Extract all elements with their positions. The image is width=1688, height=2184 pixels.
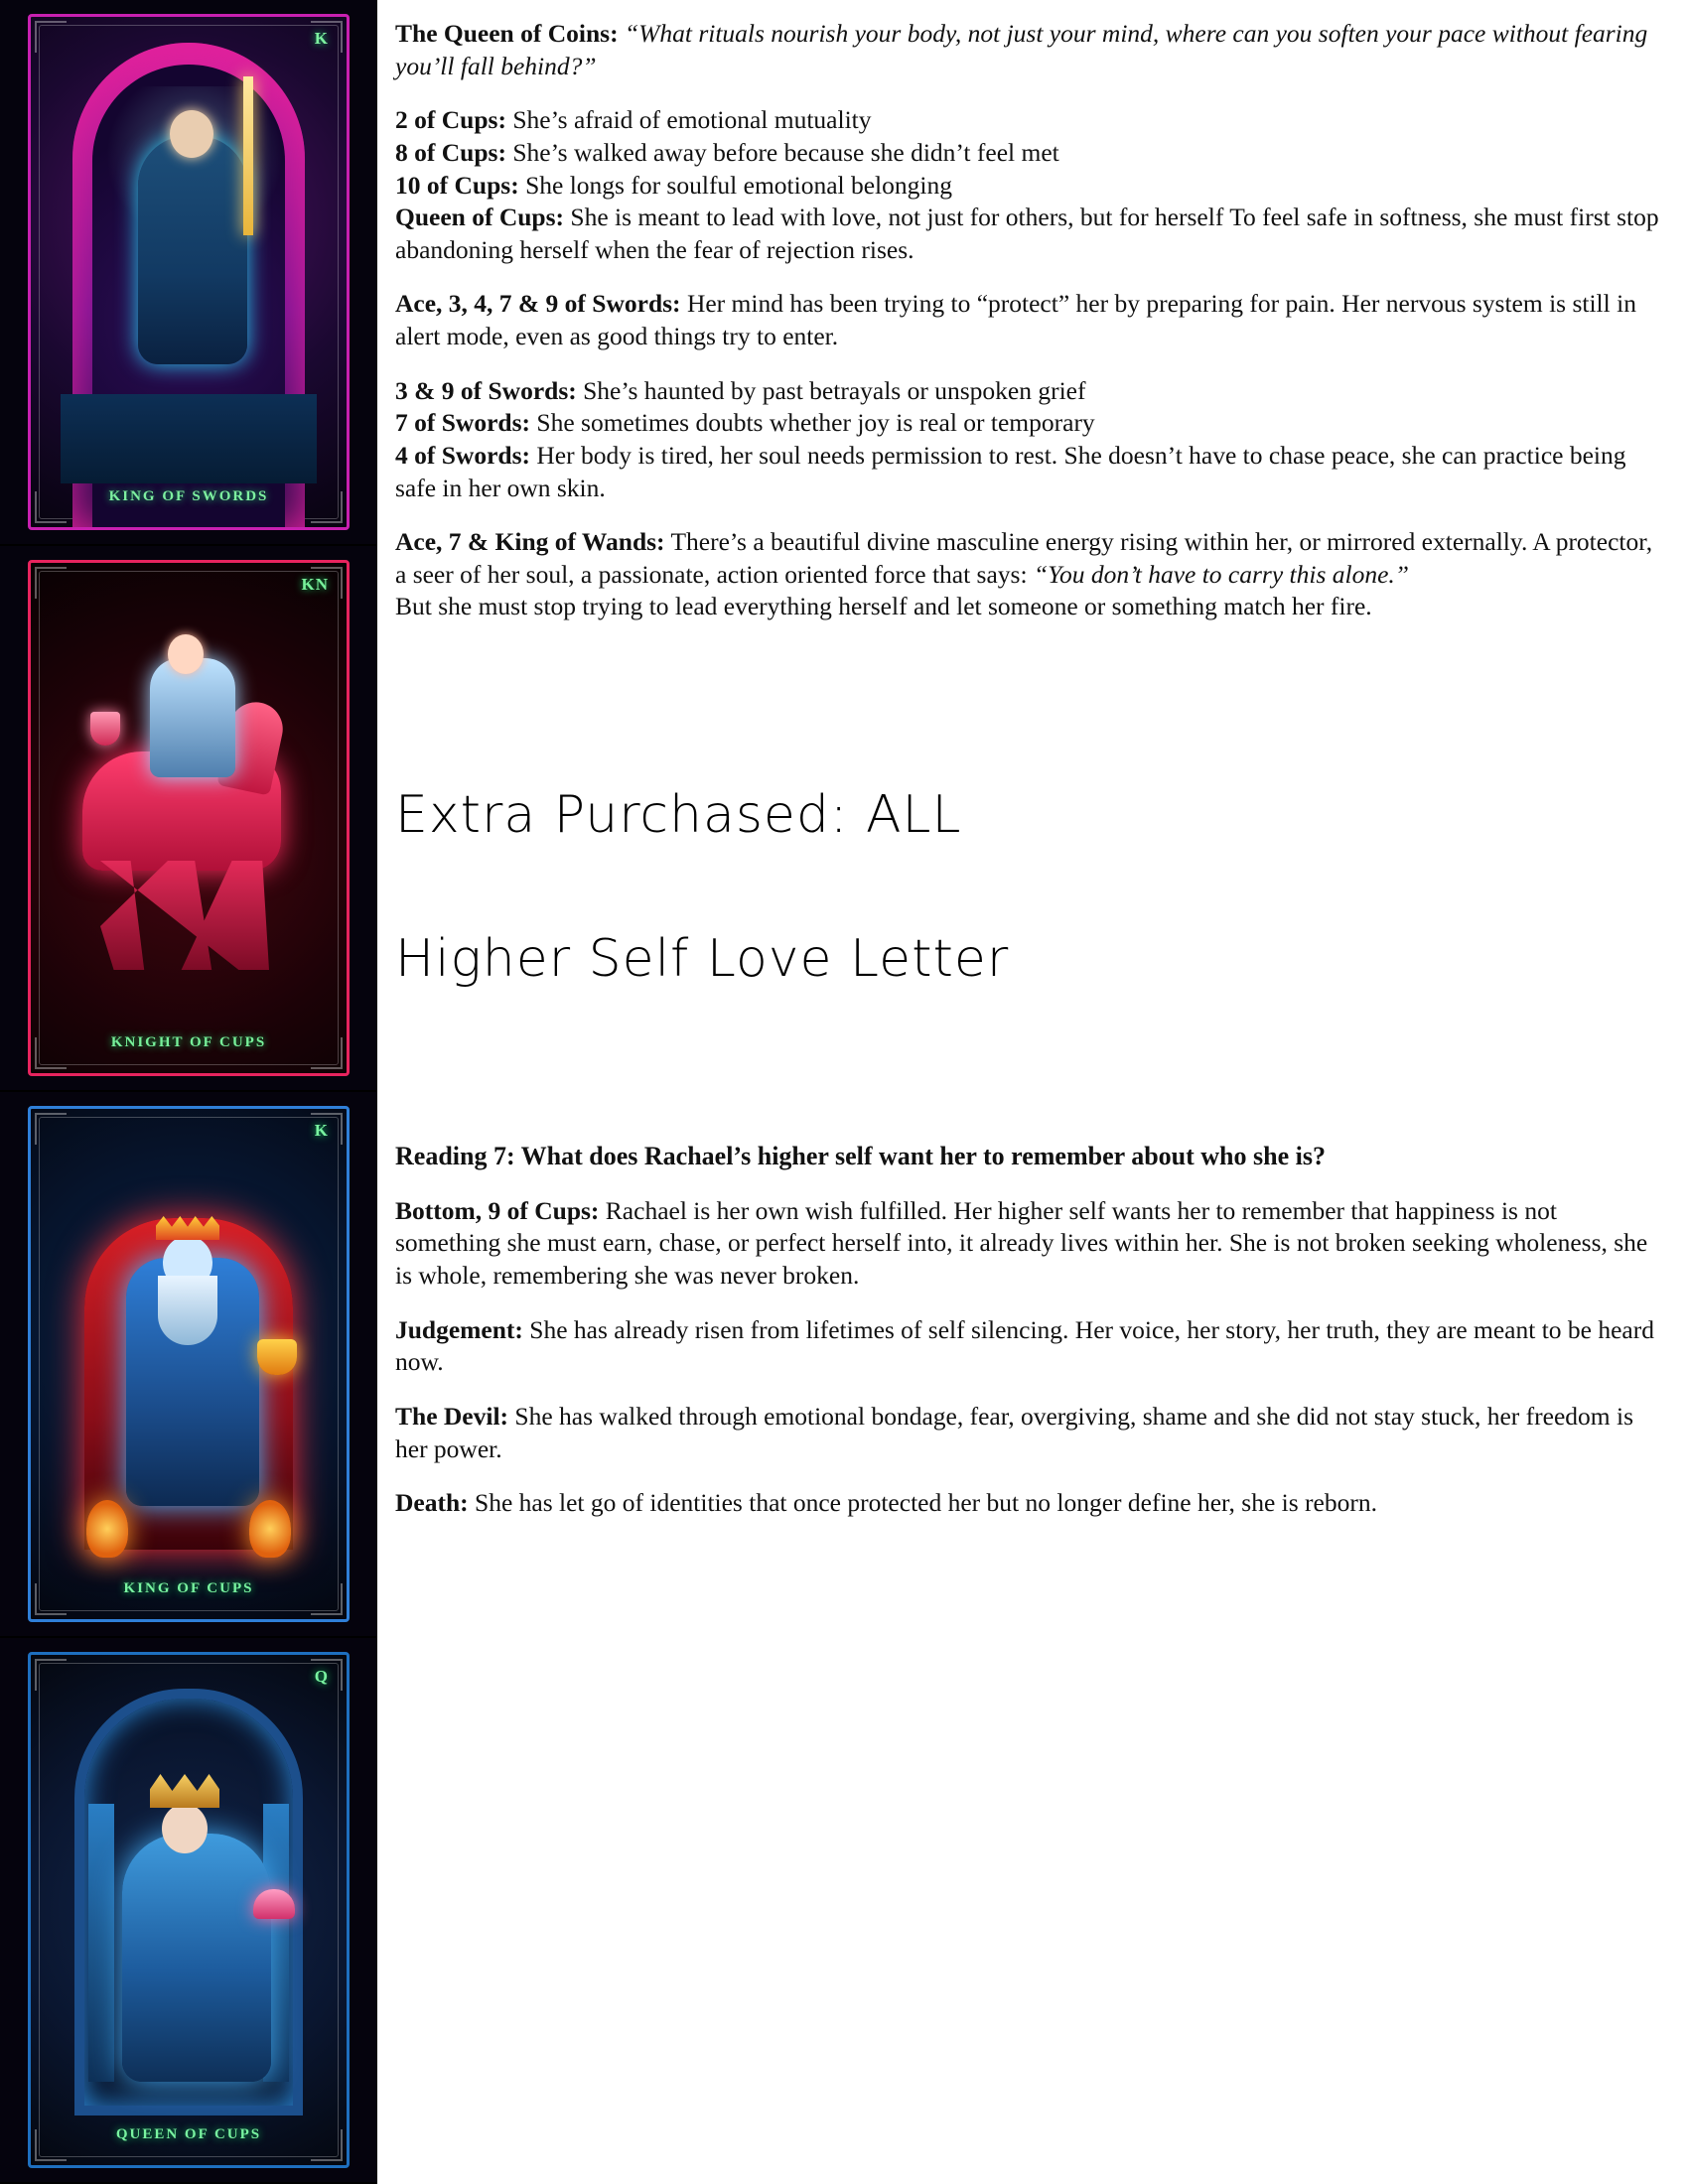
text-3-and-9-of-swords: She’s haunted by past betrayals or unspoken grief [576,375,1086,405]
card-label-the-devil: The Devil: [395,1401,509,1431]
queen-of-coins-quote: “What rituals nourish your body, not just your mind, where can you soften your pace without fearing you’ll fall behind?” [395,19,1648,80]
paragraph-queen-of-coins [395,18,1664,82]
text-queen-of-cups: She is meant to lead with love, not just for others, but for herself To feel safe in softness, she must first stop abandoning herself when the fear of rejection rises. [395,203,1659,264]
higher-self-letter-heading: Higher Self Love Letter [395,928,1010,989]
paragraph-seven-swords [395,407,1664,440]
card-artwork [31,563,347,1073]
card-title-label: KING OF CUPS [123,1580,254,1596]
card-title-label: QUEEN OF CUPS [115,2126,262,2142]
card-artwork [31,17,347,527]
paragraph-bottom-nine-of-cups [395,1195,1664,1293]
text-wands-group: There’s a beautiful divine masculine energy rising within her, or mirrored externally. A protector, a seer of her soul, a passionate, action oriented force that says: [395,527,1653,589]
text-4-of-swords: Her body is tired, her soul needs permission to rest. She doesn’t have to chase peace, she can practice being safe in her own skin. [395,440,1626,502]
text-7-of-swords: She sometimes doubts whether joy is real or temporary [530,408,1095,438]
paragraph-wands-followup [395,591,1664,623]
card-rank-glyph: Q [314,1667,329,1686]
paragraph-wands-group [395,526,1664,591]
card-label-8-of-cups: 8 of Cups: [395,137,506,167]
paragraph-three-nine-swords [395,375,1664,408]
card-label-4-of-swords: 4 of Swords: [395,440,531,470]
card-label-3-and-9-of-swords: 3 & 9 of Swords: [395,375,577,405]
reading-7-question-heading: Reading 7: What does Rachael’s higher self want her to remember about who she is? [395,1142,1326,1171]
text-the-devil: She has walked through emotional bondage, fear, overgiving, shame and she did not stay stuck, her freedom is her power. [395,1401,1634,1463]
card-label-wands-group: Ace, 7 & King of Wands: [395,527,665,557]
text-wands-followup: But she must stop trying to lead everything herself and let someone or something match her fire. [395,592,1372,621]
card-rank-glyph: K [314,1121,329,1140]
tarot-card-king-of-swords [0,0,377,546]
text-bottom-9-of-cups: Rachael is her own wish fulfilled. Her higher self wants her to remember that happiness is not something she must earn, chase, or perfect herself into, it already lives within her. She is not broken seeking wholeness, she is whole, remembering she was never broken. [395,1195,1648,1291]
card-label-queen-of-cups: Queen of Cups: [395,203,565,232]
paragraph-swords-group [395,288,1664,352]
card-title-label: KNIGHT OF CUPS [110,1034,267,1050]
text-2-of-cups: She’s afraid of emotional mutuality [505,105,872,135]
extra-purchased-heading: Extra Purchased: ALL [395,785,962,845]
text-death: She has let go of identities that once protected her but no longer define her, she is reborn. [468,1488,1377,1518]
paragraph-death [395,1487,1664,1520]
card-artwork [31,1109,347,1619]
card-label-10-of-cups: 10 of Cups: [395,170,519,200]
tarot-card-queen-of-cups [0,1638,377,2184]
paragraph-four-swords [395,440,1664,504]
tarot-card-column [0,0,377,2184]
text-swords-group: Her mind has been trying to “protect” her by preparing for pain. Her nervous system is still in alert mode, even as good things try to enter. [395,289,1636,350]
tarot-card-knight-of-cups [0,546,377,1092]
paragraph-ten-of-cups [395,170,1664,203]
card-label-swords-group: Ace, 3, 4, 7 & 9 of Swords: [395,289,681,319]
card-rank-glyph: KN [301,575,329,594]
text-8-of-cups: She’s walked away before because she didn’t feel met [505,137,1059,167]
card-label-queen-of-coins: The Queen of Coins: [395,19,619,48]
card-label-bottom-9-of-cups: Bottom, 9 of Cups: [395,1195,600,1225]
extra-purchased-section [395,782,1664,849]
reading-text-column [377,0,1688,2184]
card-border [28,14,350,530]
text-judgement: She has already risen from lifetimes of self silencing. Her voice, her story, her truth, they are meant to be heard now. [395,1314,1654,1377]
card-rank-glyph: K [314,29,329,48]
text-10-of-cups: She longs for soulful emotional belonging [518,170,952,200]
paragraph-the-devil [395,1401,1664,1465]
card-title-label: KING OF SWORDS [108,488,269,504]
card-label-death: Death: [395,1488,469,1518]
card-border [28,1652,350,2168]
higher-self-letter-section [395,926,1664,993]
paragraph-eight-of-cups [395,137,1664,170]
tarot-card-king-of-cups [0,1092,377,1638]
card-border [28,1106,350,1622]
card-border [28,560,350,1076]
card-label-2-of-cups: 2 of Cups: [395,105,506,135]
card-label-judgement: Judgement: [395,1314,523,1344]
paragraph-queen-of-cups [395,202,1664,266]
paragraph-judgement [395,1314,1664,1379]
paragraph-two-of-cups [395,104,1664,137]
card-artwork [31,1655,347,2165]
wands-quote: “You don’t have to carry this alone.” [1033,559,1409,589]
card-label-7-of-swords: 7 of Swords: [395,408,531,438]
